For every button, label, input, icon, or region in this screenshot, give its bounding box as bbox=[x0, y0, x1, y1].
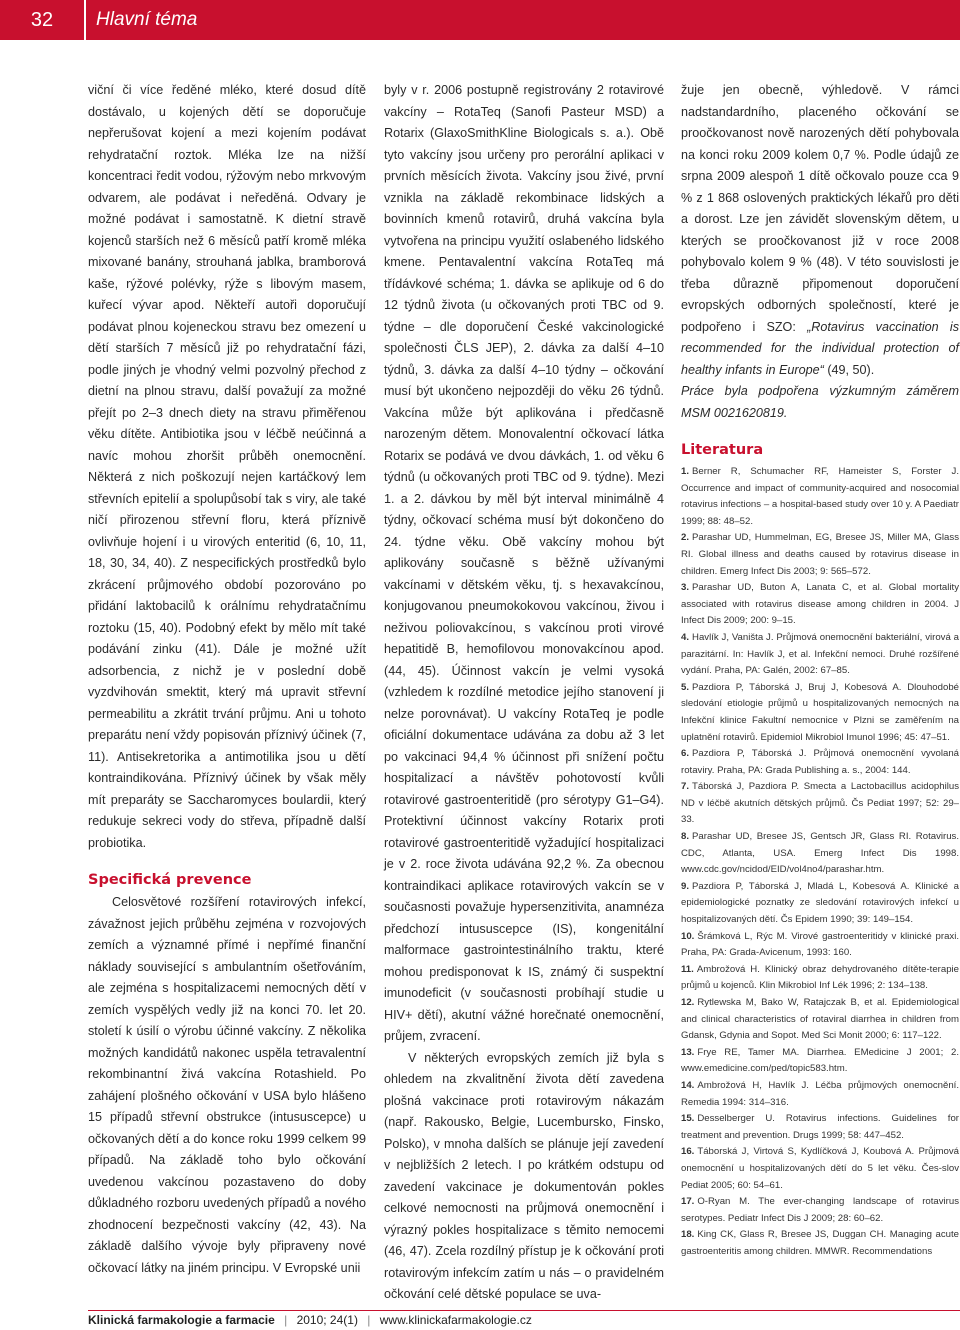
reference-number: 15. bbox=[681, 1113, 695, 1125]
journal-website[interactable]: www.klinickafarmakologie.cz bbox=[379, 1313, 532, 1327]
grant-acknowledgement: Práce byla podpořena výzkumným záměrem MSM 0021620819. bbox=[681, 384, 959, 420]
reference-text: King CK, Glass R, Bresee JS, Duggan CH. Managing acute gastroenteritis among children. MMWR. Recommendations bbox=[681, 1229, 959, 1257]
header-divider bbox=[84, 0, 86, 40]
col3-text: žuje jen obecně, výhledově. V rámci nadstandardního, placeného očkování se proočkovanost nově narozených dětí pohybovala na konci roku 2009 kolem 0,7 %. Podle údajů ze srpna 2009 alespoň 1 dítě očkovalo pouze cca 9 % z 1 868 oslovených praktických lékařů pro děti a dorost. Lze jen závidět slovenským dětem, u kterých se proočkovanost již v roce 2008 pohybovalo kolem 9 % (48). V této souvislosti je třeba důrazně připomenout doporučení evropských odborných společností, které je podpořeno i SZO: bbox=[681, 83, 959, 334]
reference-text: Parashar UD, Buton A, Lanata C, et al. Global mortality associated with rotavirus disease among children in 2004. J Infect Dis 2009; 200: 9–15. bbox=[681, 582, 959, 627]
reference-number: 10. bbox=[681, 930, 695, 942]
page-footer bbox=[88, 1313, 532, 1327]
col1-paragraph-2: Celosvětové rozšíření rotavirových infekcí, závažnost jejich průběhu zejména v rozvojových zemích a významné přímé i nepřímé finanční náklady související s ambulantním ošetřováním, ale zejména s hospitalizacemi nemocných dětí v zemích vyspělých vedly již na konci 70. let 20. století k úsilí o výrobu účinné vakcíny. Z několika možných kandidátů nakonec uspěla tetravalentní rekombinantní živá vakcína Rotashield. Po zahájení plošného očkování v USA bylo hlášeno 15 případů střevní obstrukce (intususcepce) u očkovaných dětí a do konce roku 1999 celkem 99 případů. Na základě toho bylo očkování uvedenou vakcínou pozastaveno do doby důkladného rozboru uvedených případů a nového zhodnocení bezpečnosti vakcíny (42, 43). Na základě dalšího vývoje byly připraveny nové očkovací látky na jiném principu. V Evropské unii bbox=[88, 895, 366, 1275]
column-3 bbox=[681, 80, 959, 1261]
reference-item bbox=[681, 1045, 959, 1078]
reference-item bbox=[681, 1144, 959, 1194]
reference-item bbox=[681, 630, 959, 680]
reference-text: Rytlewska M, Bako W, Ratajczak B, et al. Epidemiological and clinical characteristics of rotaviral diarrhea in children from Gdansk, Gdynia and Sopot. Med Sci Monit 2000; 6: 117–122. bbox=[681, 997, 959, 1042]
reference-number: 14. bbox=[681, 1079, 695, 1091]
reference-text: Parashar UD, Hummelman, EG, Bresee JS, Miller MA, Glass RI. Global illness and deaths caused by rotavirus disease in children. Emerg Infect Dis 2003; 9: 565–572. bbox=[681, 532, 959, 577]
column-1 bbox=[88, 80, 366, 1279]
footer-rule bbox=[88, 1310, 960, 1311]
reference-number: 11. bbox=[681, 963, 694, 975]
reference-number: 13. bbox=[681, 1046, 695, 1058]
reference-text: Desselberger U. Rotavirus infections. Guidelines for treatment and prevention. Drugs 1999; 58: 447–452. bbox=[681, 1113, 959, 1141]
reference-text: Táborská J, Pazdiora P. Smecta a Lactobacillus acidophilus ND v léčbě akutních dětských průjmů. Čs Pediat 1997; 52: 29–33. bbox=[681, 781, 959, 826]
reference-text: Ambrožová H. Klinický obraz dehydrovaného dítěte-terapie průjmů u kojenců. Klin Mikrobiol Inf Lék 1996; 2: 134–138. bbox=[681, 963, 959, 992]
reference-item bbox=[681, 829, 959, 879]
reference-item bbox=[681, 530, 959, 580]
reference-number: 16. bbox=[681, 1146, 695, 1158]
reference-item bbox=[681, 779, 959, 829]
reference-text: Parashar UD, Bresee JS, Gentsch JR, Glass RI. Rotavirus. CDC, Atlanta, USA. Emerg Infect Dis 1998. www.cdc.gov/ncidod/EID/vol4no4/parashar.htm. bbox=[681, 831, 959, 876]
reference-item bbox=[681, 464, 959, 530]
footer-divider: | bbox=[284, 1313, 288, 1327]
reference-text: Havlík J, Vaništa J. Průjmová onemocnění bakteriální, virová a parazitární. In: Havlík J, et al. Infekční nemoci. Druhé rozšířené vydání. Praha, PA: Galén, 2002: 67–85. bbox=[681, 631, 959, 677]
reference-item bbox=[681, 879, 959, 929]
reference-text: Pazdiora P, Táborská J. Průjmová onemocnění vyvolaná rotaviry. Praha, PA: Grada Publishing a. s., 2004: 144. bbox=[681, 748, 959, 776]
subheading-specific-prevention: Specifická prevence bbox=[88, 872, 252, 888]
reference-list bbox=[681, 464, 959, 1261]
journal-name: Klinická farmakologie a farmacie bbox=[88, 1313, 275, 1327]
reference-number: 5. bbox=[681, 681, 690, 693]
reference-item bbox=[681, 1111, 959, 1144]
reference-item bbox=[681, 580, 959, 630]
reference-number: 4. bbox=[681, 631, 690, 643]
reference-text: Táborská J, Virtová S, Kydlíčková J, Koubová A. Průjmová onemocnění u hospitalizovaných dětí do 5 let věku. Čes-slov Pediat 2005; 60: 54–61. bbox=[681, 1146, 959, 1191]
footer-divider: | bbox=[367, 1313, 371, 1327]
reference-number: 9. bbox=[681, 880, 690, 892]
page-header bbox=[0, 0, 960, 40]
reference-item bbox=[681, 995, 959, 1045]
reference-text: Ambrožová H, Havlík J. Léčba průjmových onemocnění. Remedia 1994: 314–316. bbox=[681, 1079, 959, 1108]
reference-item bbox=[681, 1194, 959, 1227]
section-title: Hlavní téma bbox=[96, 9, 198, 30]
reference-text: Frye RE, Tamer MA. Diarrhea. EMedicine J 2001; 2. www.emedicine.com/ped/topic583.htm. bbox=[681, 1046, 959, 1075]
reference-text: Šrámková L, Rýc M. Virové gastroenteritidy v klinické praxi. Praha, PA: Grada-Avicenum, 1993: 160. bbox=[681, 930, 959, 959]
reference-number: 8. bbox=[681, 831, 690, 843]
reference-number: 2. bbox=[681, 532, 690, 544]
who-quote: „Rotavirus vaccination is recommended for the individual protection of healthy infants in Europe“ bbox=[681, 319, 959, 377]
reference-item bbox=[681, 1078, 959, 1111]
reference-text: Pazdiora P, Táborská J, Mladá L, Kobesová A. Klinické a epidemiologické poznatky ze sledování rotavirových infekcí u hospitalizovaných dětí. Čs Epidem 1990; 39: 149–154. bbox=[681, 880, 959, 926]
reference-number: 17. bbox=[681, 1196, 695, 1208]
reference-number: 1. bbox=[681, 466, 690, 477]
column-2 bbox=[384, 80, 664, 1306]
reference-item bbox=[681, 1227, 959, 1260]
reference-number: 12. bbox=[681, 997, 695, 1008]
reference-text: O-Ryan M. The ever-changing landscape of rotavirus serotypes. Pediatr Infect Dis J 2009; 28: 60–62. bbox=[681, 1196, 959, 1224]
col3-paragraph-1 bbox=[681, 80, 959, 381]
col3-citation: (49, 50). bbox=[827, 362, 875, 377]
literature-heading: Literatura bbox=[681, 442, 764, 458]
reference-item bbox=[681, 962, 959, 995]
reference-number: 3. bbox=[681, 582, 690, 594]
journal-issue: 2010; 24(1) bbox=[296, 1313, 358, 1327]
reference-number: 18. bbox=[681, 1229, 695, 1241]
reference-item bbox=[681, 929, 959, 962]
reference-number: 7. bbox=[681, 781, 690, 793]
col1-paragraph-1: viční či více ředěné mléko, které dosud dítě dostávalo, u kojených dětí se doporučuje nepřerušovat kojení a mezi kojením podávat rehydratační roztok. Mléka lze na nižší koncentraci ředit vodou, rýžovým nebo mrkvovým odvarem, ale podávat i neředěná. Odvary je možné podávat i samostatně. K dietní stravě kojenců starších než 6 měsíců patří kromě mléka mixované banány, strouhaná jablka, bramborová kaše, rýžové polévky, rýže s libovým masem, kuřecí vývar apod. Někteří autoři doporučují podávat plnou kojeneckou stravu bez omezení u dětí starších 7 měsíců již po rehydratační fázi, podle jiných je vhodný velmi pozvolný přechod z dietní na plnou stravu, další považují za možné přejít po 2–3 dnech diety na stravu přiměřenou věku dítěte. Antibiotika jsou v léčbě neúčinná a navíc mohou zhoršit průběh onemocnění. Některá z nich poškozují nejen kartáčkový lem střevních epitelií a spolupůsobí tak s viry, ale také ničí přirozenou střevní floru, která příznivě ovlivňuje hojení i u virových enteritid (6, 10, 11, 18, 30, 34, 40). Z nespecifických prostředků bylo zkrácení průjmového období pozorováno po přidání laktobacilů k orálnímu rehydratačnímu roztoku (15, 40). Podobný efekt by mělo mít také podávání zinku (41). Dále je možné užít adsorbencia, z nichž je v poslední době vyzdvihován smektit, který má upravit střevní permeabilitu a zkrátit trvání průjmu. Ani u tohoto preparátu není vždy popisován příznivý účinek (7, 11). Antisekretorika a antimotilika jsou u dětí kontraindikována. Příznivý účinek by však měly mít preparáty se Saccharomyces boulardii, který redukuje sekreci vody do střeva, případně další probiotika. bbox=[88, 83, 366, 850]
reference-text: Berner R, Schumacher RF, Hameister S, Forster J. Occurrence and impact of community-acquired and nosocomial rotavirus infections – a hospital-based study over 10 y. A Paediatr 1999; 88: 48–52. bbox=[681, 466, 959, 527]
col2-paragraph-1: byly v r. 2006 postupně registrovány 2 rotavirové vakcíny – RotaTeq (Sanofi Pasteur MSD) a Rotarix (GlaxoSmithKline Biologicals s. a.). Obě tyto vakcíny jsou určeny pro perorální aplikaci v prvních měsících života. Vakcíny jsou živé, první vznikla na základě rekombinace lidských a bovinních kmenů rotavirů, druhá vakcína byla vytvořena na principu využití oslabeného lidského kmene. Pentavalentní vakcína RotaTeq má třídávkové schéma; 1. dávka se aplikuje od 6 do 12 týdnů života (u očkovaných proti TBC od 9. týdne – dle doporučení České vakcinologické společnosti ČLS JEP), 2. dávka za další 4–10 týdnů, 3. dávka za další 4–10 týdny – očkování musí být ukončeno nejpozději do věku 26 týdnů. Vakcína může být aplikována i předčasně narozeným dětem. Monovalentní očkovací látka Rotarix se podává ve dvou dávkách, 1. od věku 6 týdnů (u očkovaných proti TBC od 9. týdne). Mezi 1. a 2. dávkou by měl být interval minimálně 4 týdny, očkovací schéma musí být dokončeno do 24. týdne věku. Obě vakcíny mohou být aplikovány současně s běžně užívanými vakcínami v dětském věku, tj. s hexavakcínou, konjugovanou pneumokokovou vakcínou, živou i neživou poliovakcínou, s vakcínou proti virové hepatitidě B, hemofilovou monovakcínou apod. (44, 45). Účinnost vakcín je velmi vysoká (vzhledem k rozdílné metodice jejího stanovení ji nelze porovnávat). U vakcíny RotaTeq je podle oficiální dokumentace udávána za dobu až 3 let po vakcinaci 94,4 % účinnost při snížení počtu hospitalizací a návštěv pohotovostí kvůli rotavirové gastroenteritidě (pro sérotypy G1–G4). Protektivní účinnost vakcíny Rotarix proti rotavirové gastroenteritidě vyžadující hospitalizaci je v 2. roce života udávána 92,2 %. Za obecnou kontraindikaci aplikace rotavirových vakcín se v současnosti považuje hypersenzitivita, anamnéza předchozí intususcepce (IS), kongenitální malformace gastrointestinálního traktu, které mohou predisponovat k IS, známý či suspektní imunodeficit (v současnosti probíhají studie u HIV+ dětí), akutní vážné horečnaté onemocnění, průjem, zvracení. bbox=[384, 83, 664, 1043]
col2-paragraph-2: V některých evropských zemích již byla s ohledem na zkvalitnění života dětí zavedena plošná vakcinace proti rotavirovým nákazám (např. Rakousko, Belgie, Lucembursko, Finsko, Polsko), v mnoha dalších se plánuje její zavedení v nejbližších 2 letech. I po krátkém odstupu od zavedení vakcinace je dokumentován pokles celkové nemocnosti na průjmová onemocnění i výrazný pokles hospitalizace s těmito nemocemi (46, 47). Zcela rozdílný přístup je k očkování proti rotavirovým infekcím zatím u nás – o pravidelném očkování celé dětské populace se uva- bbox=[384, 1050, 664, 1301]
reference-text: Pazdiora P, Táborská J, Bruj J, Kobesová A. Dlouhodobé sledování etiologie průjmů u hospitalizovaných nemocných na Infekční klinice Fakultní nemocnice v Plzni se zaměřením na uplatnění rotavirů. Epidemiol Mikrobiol Imunol 1996; 45: 47–51. bbox=[681, 681, 959, 743]
reference-number: 6. bbox=[681, 748, 690, 760]
reference-item bbox=[681, 680, 959, 746]
page-number: 32 bbox=[30, 9, 54, 31]
reference-item bbox=[681, 746, 959, 779]
